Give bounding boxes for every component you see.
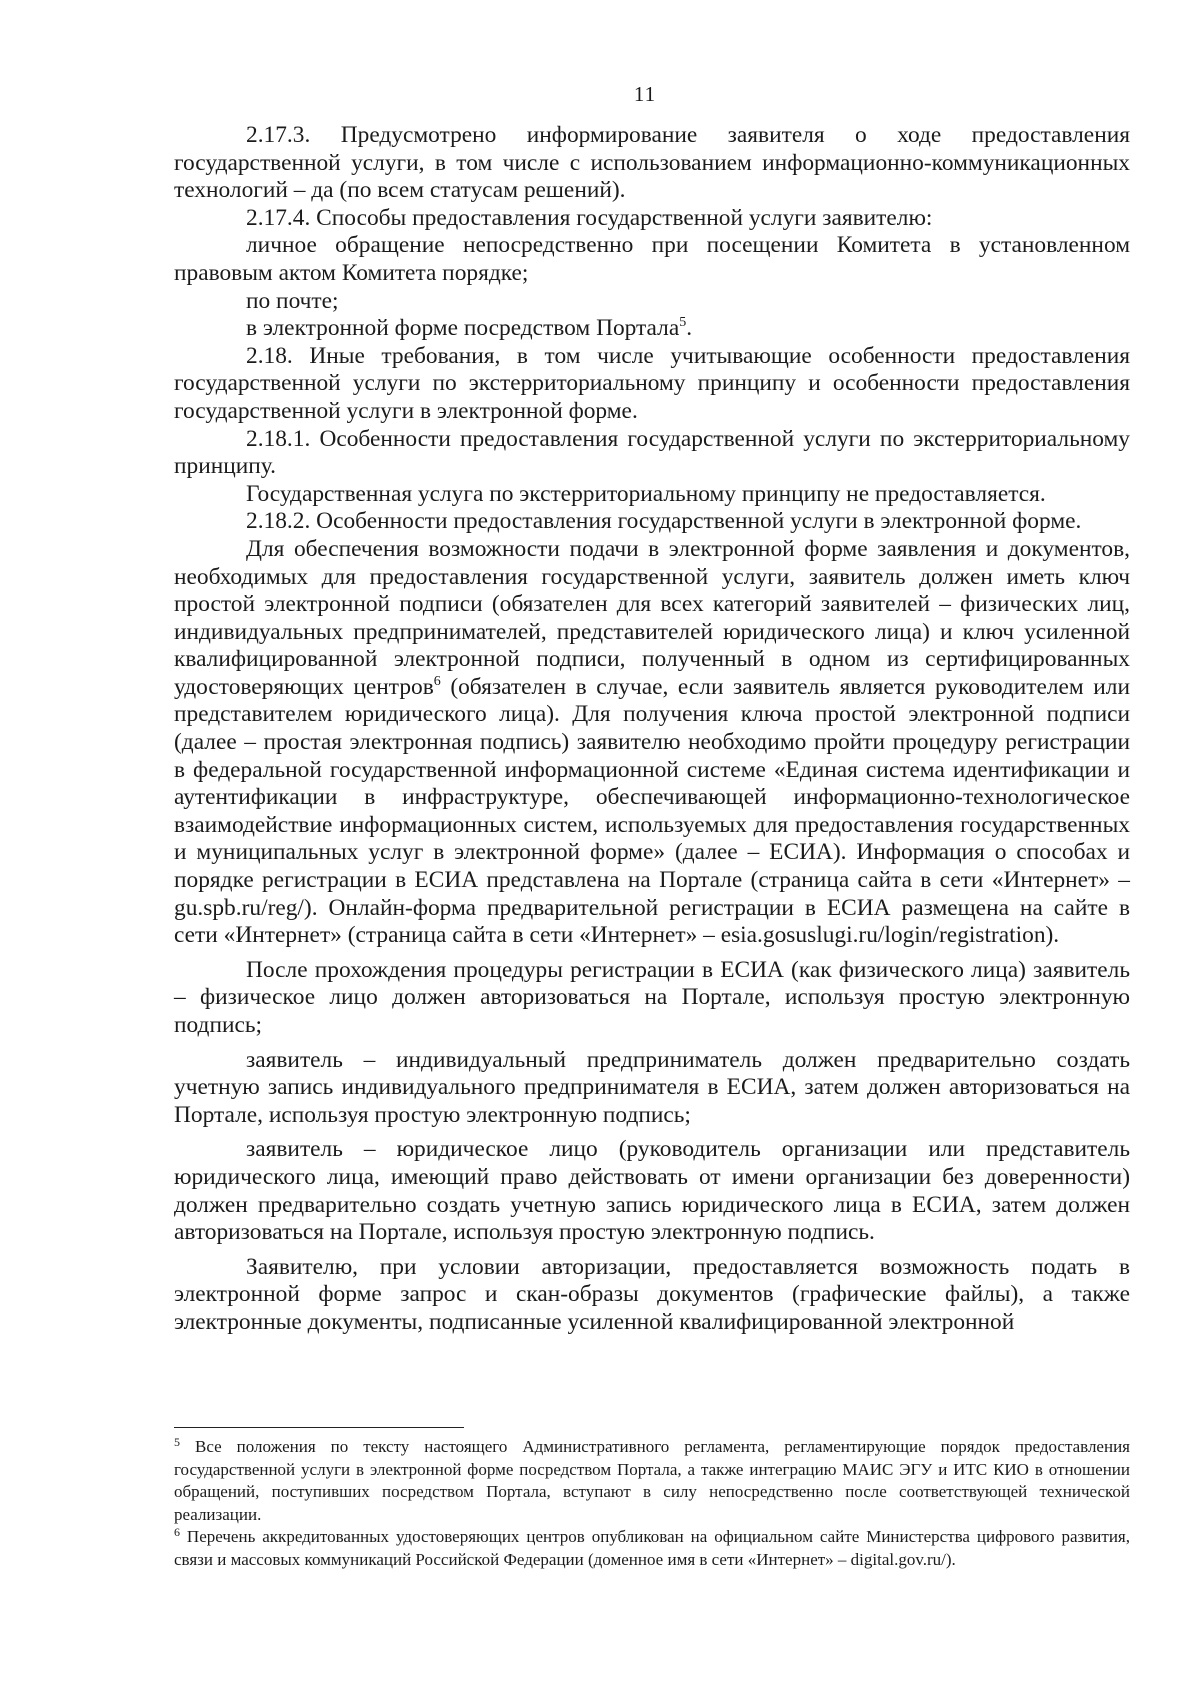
- paragraph-2-18-2: 2.18.2. Особенности предоставления государственной услуги в электронной форме.: [246, 508, 1082, 535]
- footnote-marker-6: 6: [174, 1525, 180, 1540]
- paragraph-not-provided: Государственная услуга по экстерриториальному принципу не предоставляется.: [246, 480, 1046, 507]
- footnotes: [174, 1436, 1130, 1572]
- footnote-divider: [174, 1427, 464, 1428]
- list-item-by-mail: по почте;: [246, 287, 339, 314]
- paragraph-submission: Заявителю, при условии авторизации, предоставляется возможность подать в электронной форме запрос и скан-образы документов (графические файлы), а также электронные документы, подписанные усиленной квалифицированной электронной: [174, 1253, 1130, 1335]
- footnote-5: $^5$ Все положения по тексту настоящего Административного регламента, регламентирующие порядок предоставления государственной услуги в электронной форме посредством Портала, а также интеграцию МАИС ЭГУ и ИТС КИО в отношении обращений, поступивших посредством Портала, вступают в силу непосредственно после соответствующей технической реализации.: [174, 1435, 1130, 1524]
- list-item-personal-visit: личное обращение непосредственно при посещении Комитета в установленном правовым актом Комитета порядке;: [174, 232, 1130, 286]
- footnote-marker-5: 5: [174, 1435, 180, 1449]
- paragraph-electronic-signature: Для обеспечения возможности подачи в электронной форме заявления и документов, необходимых для предоставления государственной услуги, заявитель должен иметь ключ простой электронной подписи (обязателен для всех категорий заявителей – физических лиц, индивидуальных предпринимателей, представителей юридического лица) и ключ усиленной квалифицированной электронной подписи, полученный в одном из сертифицированных удостоверяющих центров$^6$ (обязателен в случае, если заявитель является руководителем или представителем юридического лица). Для получения ключа простой электронной подписи (далее – простая электронная подпись) заявителю необходимо пройти процедуру регистрации в федеральной государственной информационной системе «Единая система идентификации и аутентификации в инфраструктуре, обеспечивающей информационно-технологическое взаимодействие информационных систем, используемых для предоставления государственных и муниципальных услуг в электронной форме» (далее – ЕСИА). Информация о способах и порядке регистрации в ЕСИА представлена на Портале (страница сайта в сети «Интернет» – gu.spb.ru/reg/). Онлайн-форма предварительной регистрации в ЕСИА размещена на сайте в сети «Интернет» (страница сайта в сети «Интернет» – esia.gosuslugi.ru/login/registration).: [174, 535, 1131, 949]
- page-number: 11: [633, 82, 657, 106]
- paragraph-individual-applicant: После прохождения процедуры регистрации в ЕСИА (как физического лица) заявитель – физическое лицо должен авторизоваться на Портале, используя простую электронную подпись;: [174, 956, 1130, 1038]
- paragraph-2-17-3: 2.17.3. Предусмотрено информирование заявителя о ходе предоставления государственной услуги, в том числе с использованием информационно-коммуникационных технологий – да (по всем статусам решений).: [174, 122, 1130, 204]
- paragraph-2-17-4: 2.17.4. Способы предоставления государственной услуги заявителю:: [246, 204, 933, 231]
- paragraph-2-18-1: 2.18.1. Особенности предоставления государственной услуги по экстерриториальному принципу.: [174, 425, 1130, 480]
- body-text: [174, 122, 1130, 1337]
- footnote-ref-5[interactable]: 5: [679, 315, 687, 331]
- paragraph-entrepreneur-applicant: заявитель – индивидуальный предприниматель должен предварительно создать учетную запись индивидуального предпринимателя в ЕСИА, затем должен авторизоваться на Портале, используя простую электронную подпись;: [174, 1046, 1130, 1128]
- footnote-6: $^6$ Перечень аккредитованных удостоверяющих центров опубликован на официальном сайте Министерства цифрового развития, связи и массовых коммуникаций Российской Федерации (доменное имя в сети «Интернет» – digital.gov.ru/).: [174, 1525, 1130, 1569]
- footnote-ref-6[interactable]: 6: [433, 673, 441, 689]
- list-item-electronic-portal: в электронной форме посредством Портала$^5$.: [246, 315, 693, 342]
- paragraph-legal-entity-applicant: заявитель – юридическое лицо (руководитель организации или представитель юридического лица, имеющий право действовать от имени организации без доверенности) должен предварительно создать учетную запись юридического лица в ЕСИА, затем должен авторизоваться на Портале, используя простую электронную подпись.: [174, 1136, 1130, 1246]
- paragraph-2-18: 2.18. Иные требования, в том числе учитывающие особенности предоставления государственной услуги по экстерриториальному принципу и особенности предоставления государственной услуги в электронной форме.: [174, 342, 1130, 424]
